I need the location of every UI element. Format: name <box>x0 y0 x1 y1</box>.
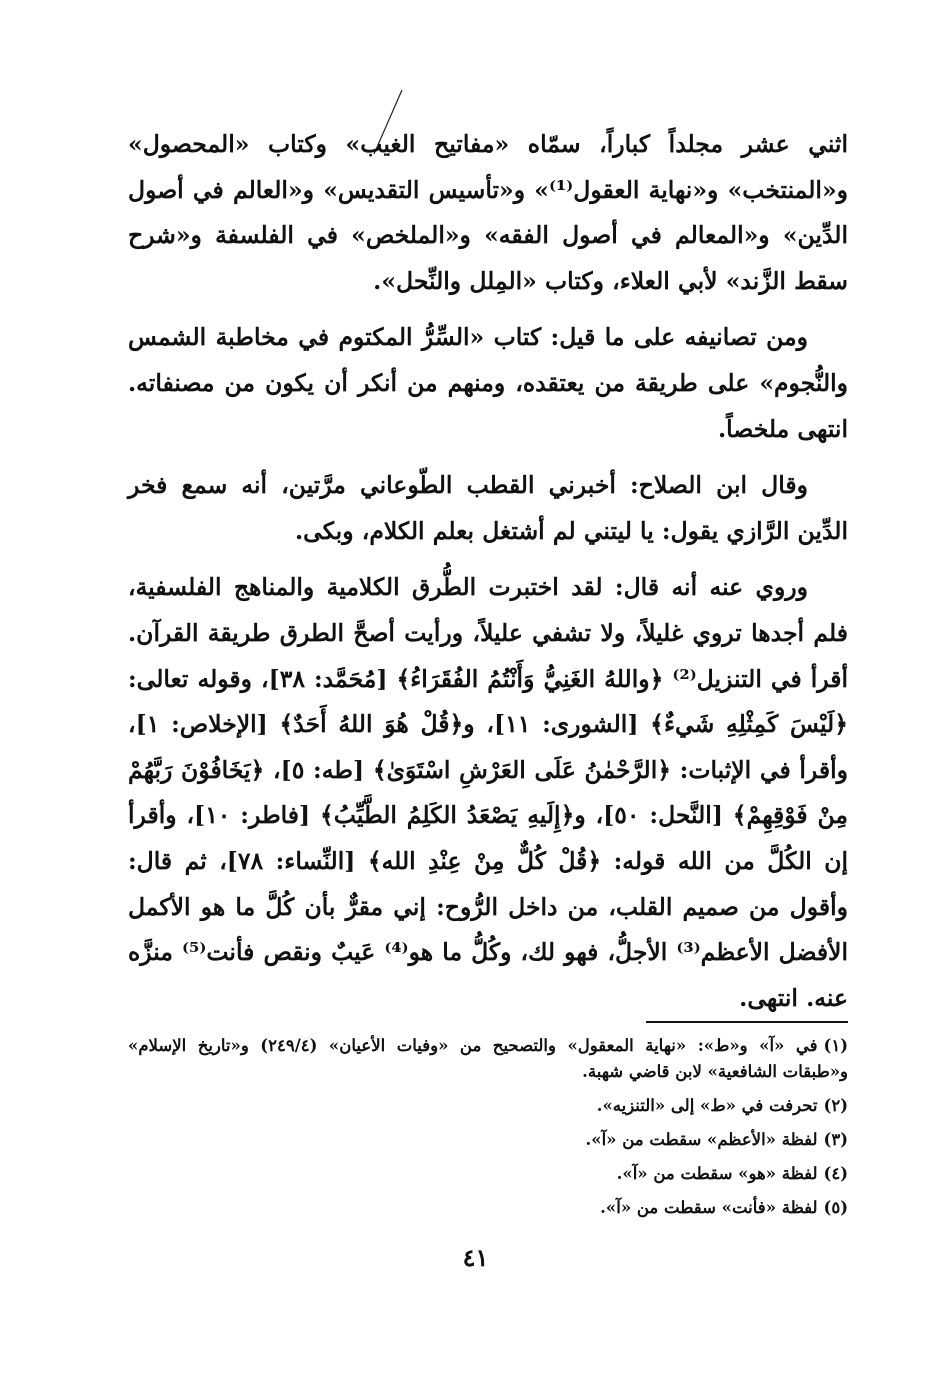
paragraph-1: اثني عشر مجلداً كباراً، سمّاه «مفاتيح الغيب» وكتاب «المحصول» و«المنتخب» و«نهاية العقول⁽¹⁾» و«تأسيس التقديس» و«العالم في أصول الدِّين» و«المعالم في أصول الفقه» و«الملخص» في الفلسفة و«شرح سقط الزَّند» لأبي العلاء، وكتاب «المِلل والنِّحل». <box>128 130 848 295</box>
footnote-text: في «آ» و«ط»: «نهاية المعقول» والتصحيح من «وفيات الأعيان» (٢٤٩/٤) و«تاريخ الإسلام» و«طبقات الشافعية» لابن قاضي شهبة. <box>128 1036 848 1081</box>
footnote-2 <box>128 1093 848 1119</box>
footnote-number: (٣) <box>823 1130 848 1149</box>
footnote-text: لفظة «الأعظم» سقطت من «آ». <box>585 1130 818 1149</box>
footnote-number: (٥) <box>823 1198 848 1217</box>
footnote-text: لفظة «هو» سقطت من «آ». <box>616 1164 818 1183</box>
footnote-4 <box>128 1161 848 1187</box>
footnote-number: (٤) <box>823 1164 848 1183</box>
footnote-text: لفظة «فأنت» سقطت من «آ». <box>600 1198 818 1217</box>
footnote-5 <box>128 1195 848 1221</box>
paragraph-4: وروي عنه أنه قال: لقد اختبرت الطُّرق الكلامية والمناهج الفلسفية، فلم أجدها تروي غليلاً، ولا تشفي عليلاً، ورأيت أصحَّ الطرق طريقة القرآن. أقرأ في التنزيل⁽²⁾ ﴿واللهُ الغَنِيُّ وَأَنْتُمُ الفُقَرَاءُ﴾ [مُحَمَّد: ٣٨]، وقوله تعالى: ﴿لَيْسَ كَمِثْلِهِ شَيءٌ﴾ [الشورى: ١١]، و﴿قُلْ هُوَ اللهُ أَحَدٌ﴾ [الإخلاص: ١]، وأقرأ في الإثبات: ﴿الرَّحْمٰنُ عَلَى العَرْشِ اسْتَوَىٰ﴾ [طه: ٥]، ﴿يَخَافُوْنَ رَبَّهُمْ مِنْ فَوْقِهِمْ﴾ [النَّحل: ٥٠]، و﴿إِلَيهِ يَصْعَدُ الكَلِمُ الطَّيِّبُ﴾ [فاطر: ١٠]، وأقرأ إن الكُلَّ من الله قوله: ﴿قُلْ كُلٌّ مِنْ عِنْدِ الله﴾ [النِّساء: ٧٨]، ثم قال: وأقول من صميم القلب، من داخل الرُّوح: إني مقرٌّ بأن كُلَّ ما هو الأكمل الأفضل الأعظم⁽³⁾ الأجلُّ، فهو لك، وكُلُّ ما هو⁽⁴⁾ عَيبٌ ونقص فأنت⁽⁵⁾ منزَّه عنه. انتهى. <box>128 573 848 1012</box>
footnote-text: تحرفت في «ط» إلى «التنزيه». <box>596 1096 818 1115</box>
main-text <box>128 122 848 1021</box>
footnote-1 <box>128 1033 848 1085</box>
footnote-3 <box>128 1127 848 1153</box>
paragraph-2: ومن تصانيفه على ما قيل: كتاب «السِّرُّ المكتوم في مخاطبة الشمس والنُّجوم» على طريقة من يعتقده، ومنهم من أنكر أن يكون من مصنفاته. انتهى ملخصاً. <box>128 323 848 443</box>
footnote-number: (٢) <box>823 1096 848 1115</box>
footnote-number: (١) <box>823 1036 848 1055</box>
paragraph-3: وقال ابن الصلاح: أخبرني القطب الطّوعاني مرَّتين، أنه سمع فخر الدِّين الرَّازي يقول: يا ليتني لم أشتغل بعلم الكلام، وبكى. <box>128 471 848 545</box>
footnotes <box>128 1033 848 1229</box>
page-number: ٤١ <box>462 1243 489 1272</box>
footnote-separator <box>646 1021 848 1023</box>
